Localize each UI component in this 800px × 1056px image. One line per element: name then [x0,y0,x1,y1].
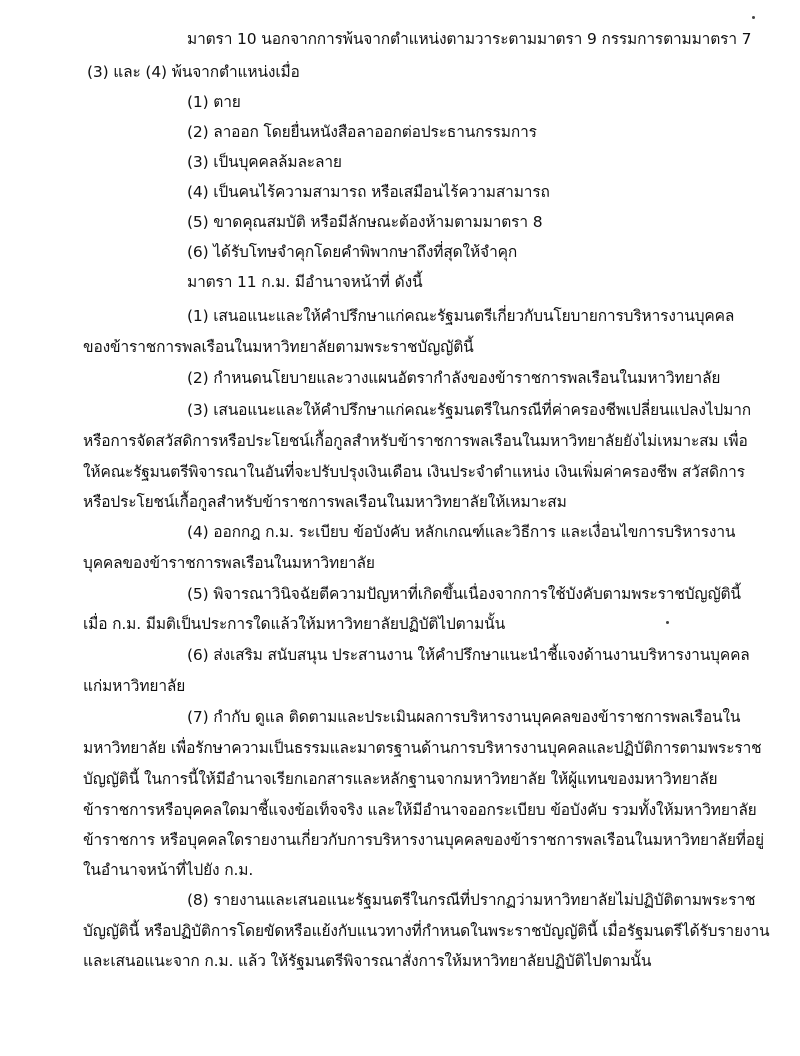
text-line: (4) ออกกฎ ก.ม. ระเบียบ ข้อบังคับ หลักเกณฑ์และวิธีการ และเงื่อนไขการบริหารงาน [187,523,736,541]
text-line: ของข้าราชการพลเรือนในมหาวิทยาลัยตามพระราชบัญญัตินี้ [83,338,474,356]
text-line: (3) เป็นบุคคลล้มละลาย [187,153,342,171]
text-line: (6) ได้รับโทษจำคุกโดยคำพิพากษาถึงที่สุดให้จำคุก [187,243,518,261]
text-line: (7) กำกับ ดูแล ติดตามและประเมินผลการบริหารงานบุคคลของข้าราชการพลเรือนใน [187,708,741,726]
text-line: (5) พิจารณาวินิจฉัยตีความปัญหาที่เกิดขึ้นเนื่องจากการใช้บังคับตามพระราชบัญญัตินี้ [187,585,741,603]
text-line: (1) ตาย [187,93,241,111]
text-line: ให้คณะรัฐมนตรีพิจารณาในอันที่จะปรับปรุงเงินเดือน เงินประจำตำแหน่ง เงินเพิ่มค่าครองชีพ สวัสดิการ [83,463,745,481]
text-line: ข้าราชการ หรือบุคคลใดรายงานเกี่ยวกับการบริหารงานบุคคลของข้าราชการพลเรือนในมหาวิทยาลัยที่อยู่ [83,831,764,849]
text-line: (6) ส่งเสริม สนับสนุน ประสานงาน ให้คำปรึกษาแนะนำชี้แจงด้านงานบริหารงานบุคคล [187,646,750,664]
text-line: แก่มหาวิทยาลัย [83,677,186,695]
text-line: (3) เสนอแนะและให้คำปรึกษาแก่คณะรัฐมนตรีในกรณีที่ค่าครองชีพเปลี่ยนแปลงไปมาก [187,401,751,419]
text-line: บัญญัตินี้ ในการนี้ให้มีอำนาจเรียกเอกสารและหลักฐานจากมหาวิทยาลัย ให้ผู้แทนของมหาวิทยาลัย [83,770,718,788]
text-line: เมื่อ ก.ม. มีมติเป็นประการใดแล้วให้มหาวิทยาลัยปฏิบัติไปตามนั้น [83,615,506,633]
text-line: หรือการจัดสวัสดิการหรือประโยชน์เกื้อกูลสำหรับข้าราชการพลเรือนในมหาวิทยาลัยยังไม่เหมาะสม เพื่อ [83,432,748,450]
text-line: ในอำนาจหน้าที่ไปยัง ก.ม. [83,861,254,879]
scan-speck [666,621,669,624]
text-line: (4) เป็นคนไร้ความสามารถ หรือเสมือนไร้ความสามารถ [187,183,550,201]
text-line: และเสนอแนะจาก ก.ม. แล้ว ให้รัฐมนตรีพิจารณาสั่งการให้มหาวิทยาลัยปฏิบัติไปตามนั้น [83,952,652,970]
text-line: มาตรา 10 นอกจากการพ้นจากตำแหน่งตามวาระตามมาตรา 9 กรรมการตามมาตรา 7 [187,30,752,48]
text-line: บัญญัตินี้ หรือปฏิบัติการโดยขัดหรือแย้งกับแนวทางที่กำหนดในพระราชบัญญัตินี้ เมื่อรัฐมนตรีได้รับรายงาน [83,922,770,940]
text-line: (2) กำหนดนโยบายและวางแผนอัตรากำลังของข้าราชการพลเรือนในมหาวิทยาลัย [187,369,721,387]
text-line: มหาวิทยาลัย เพื่อรักษาความเป็นธรรมและมาตรฐานด้านการบริหารงานบุคคลและปฏิบัติการตามพระราช [83,739,762,757]
text-line: (1) เสนอแนะและให้คำปรึกษาแก่คณะรัฐมนตรีเกี่ยวกับนโยบายการบริหารงานบุคคล [187,307,735,325]
text-line: (3) และ (4) พ้นจากตำแหน่งเมื่อ [87,63,300,81]
text-line: (5) ขาดคุณสมบัติ หรือมีลักษณะต้องห้ามตามมาตรา 8 [187,213,543,231]
text-line: ข้าราชการหรือบุคคลใดมาชี้แจงข้อเท็จจริง และให้มีอำนาจออกระเบียบ ข้อบังคับ รวมทั้งให้มหาวิทยาลัย [83,801,757,819]
text-line: มาตรา 11 ก.ม. มีอำนาจหน้าที่ ดังนี้ [187,273,423,291]
scan-speck [752,16,755,19]
text-line: (2) ลาออก โดยยื่นหนังสือลาออกต่อประธานกรรมการ [187,123,537,141]
text-line: หรือประโยชน์เกื้อกูลสำหรับข้าราชการพลเรือนในมหาวิทยาลัยให้เหมาะสม [83,493,567,511]
text-line: บุคคลของข้าราชการพลเรือนในมหาวิทยาลัย [83,554,375,572]
text-line: (8) รายงานและเสนอแนะรัฐมนตรีในกรณีที่ปรากฏว่ามหาวิทยาลัยไม่ปฏิบัติตามพระราช [187,891,756,909]
